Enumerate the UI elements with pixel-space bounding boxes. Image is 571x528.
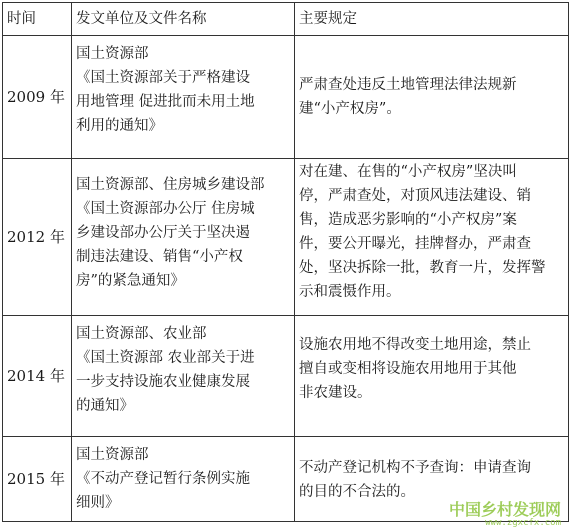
row-rules: 对在建、在售的“小产权房”坚决叫 停，严肃查处，对顶风违法建设、销 售，造成恶劣影响的“小产权房”案 件，要公开曝光，挂牌督办，严肃查 处，坚决拆除一批，教育一片，发挥警 示和震慑作用。	[299, 164, 546, 300]
header-time: 时间	[7, 11, 36, 27]
row-issuer: 国土资源部、农业部 《国土资源部 农业部关于进 一步支持设施农业健康发展 的通知》	[76, 326, 255, 414]
row-year: 2015 年	[7, 470, 65, 488]
row-rules: 不动产登记机构不予查询：申请查询 的目的不合法的。	[299, 460, 531, 500]
column-divider	[71, 3, 72, 521]
row-rules: 严肃查处违反土地管理法律法规新 建“小产权房”。	[299, 77, 517, 117]
column-divider	[294, 3, 295, 521]
header-divider	[3, 35, 568, 36]
header-rules: 主要规定	[299, 11, 357, 27]
row-issuer: 国土资源部 《国土资源部关于严格建设 用地管理 促进批而未用土地 利用的通知》	[76, 46, 255, 134]
regulations-table	[2, 2, 569, 522]
watermark-logo: 中国乡村发现网	[448, 500, 561, 519]
row-year: 2009 年	[7, 88, 65, 106]
header-issuer: 发文单位及文件名称	[76, 11, 207, 27]
row-divider	[3, 158, 568, 159]
row-divider	[3, 436, 568, 437]
watermark-url: www.zgxcfx.com	[485, 518, 561, 528]
row-issuer: 国土资源部 《不动产登记暂行条例实施 细则》	[76, 447, 250, 511]
row-year: 2014 年	[7, 367, 65, 385]
row-divider	[3, 315, 568, 316]
row-year: 2012 年	[7, 228, 65, 246]
row-rules: 设施农用地不得改变土地用途，禁止 擅自或变相将设施农用地用于其他 非农建设。	[299, 337, 531, 401]
row-issuer: 国土资源部、住房城乡建设部 《国土资源部办公厅 住房城 乡建设部办公厅关于坚决遏 制违法建设、销售“小产权 房”的紧急通知》	[76, 177, 265, 289]
